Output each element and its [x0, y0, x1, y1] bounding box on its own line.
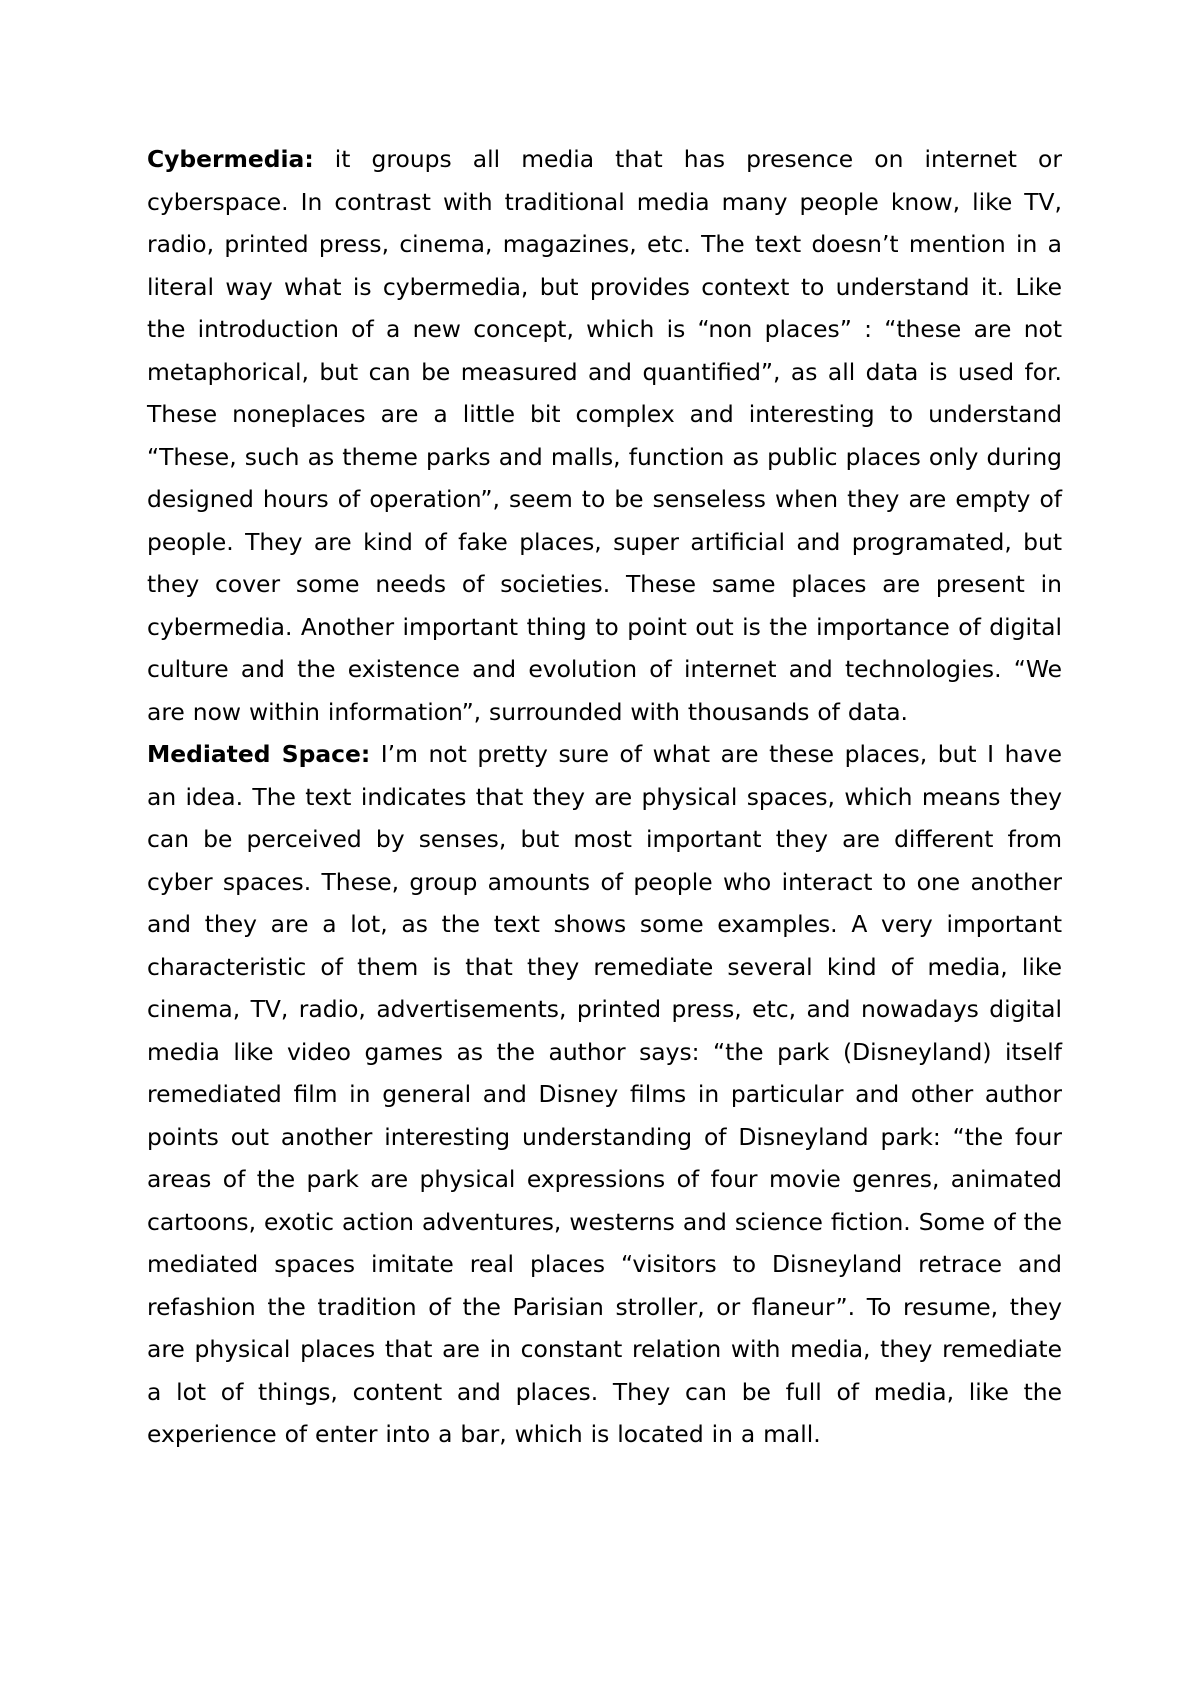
term-cybermedia: Cybermedia:: [147, 145, 314, 173]
term-mediated-space: Mediated Space:: [147, 740, 371, 768]
paragraph-cybermedia: [147, 138, 1062, 733]
document-page: [147, 138, 1062, 1456]
paragraph-mediated-space: [147, 733, 1062, 1456]
paragraph-mediated-space-text: I’m not pretty sure of what are these places, but I have an idea. The text indicates that they are physical spaces, which means they can be perceived by senses, but most important they are different from cyber spaces. These, group amounts of people who interact to one another and they are a lot, as the text shows some examples. A very important characteristic of them is that they remediate several kind of media, like cinema, TV, radio, advertisements, printed press, etc, and nowadays digital media like video games as the author says: “the park (Disneyland) itself remediated film in general and Disney films in particular and other author points out another interesting understanding of Disneyland park: “the four areas of the park are physical expressions of four movie genres, animated cartoons, exotic action adventures, westerns and science fiction. Some of the mediated spaces imitate real places “visitors to Disneyland retrace and refashion the tradition of the Parisian stroller, or flaneur”. To resume, they are physical places that are in constant relation with media, they remediate a lot of things, content and places. They can be full of media, like the experience of enter into a bar, which is located in a mall.: [147, 740, 1062, 1448]
paragraph-cybermedia-text: it groups all media that has presence on internet or cyberspace. In contrast with traditional media many people know, like TV, radio, printed press, cinema, magazines, etc. The text doesn’t mention in a literal way what is cybermedia, but provides context to understand it. Like the introduction of a new concept, which is “non places” : “these are not metaphorical, but can be measured and quantified”, as all data is used for. These noneplaces are a little bit complex and interesting to understand “These, such as theme parks and malls, function as public places only during designed hours of operation”, seem to be senseless when they are empty of people. They are kind of fake places, super artificial and programated, but they cover some needs of societies. These same places are present in cybermedia. Another important thing to point out is the importance of digital culture and the existence and evolution of internet and technologies. “We are now within information”, surrounded with thousands of data.: [147, 145, 1062, 726]
